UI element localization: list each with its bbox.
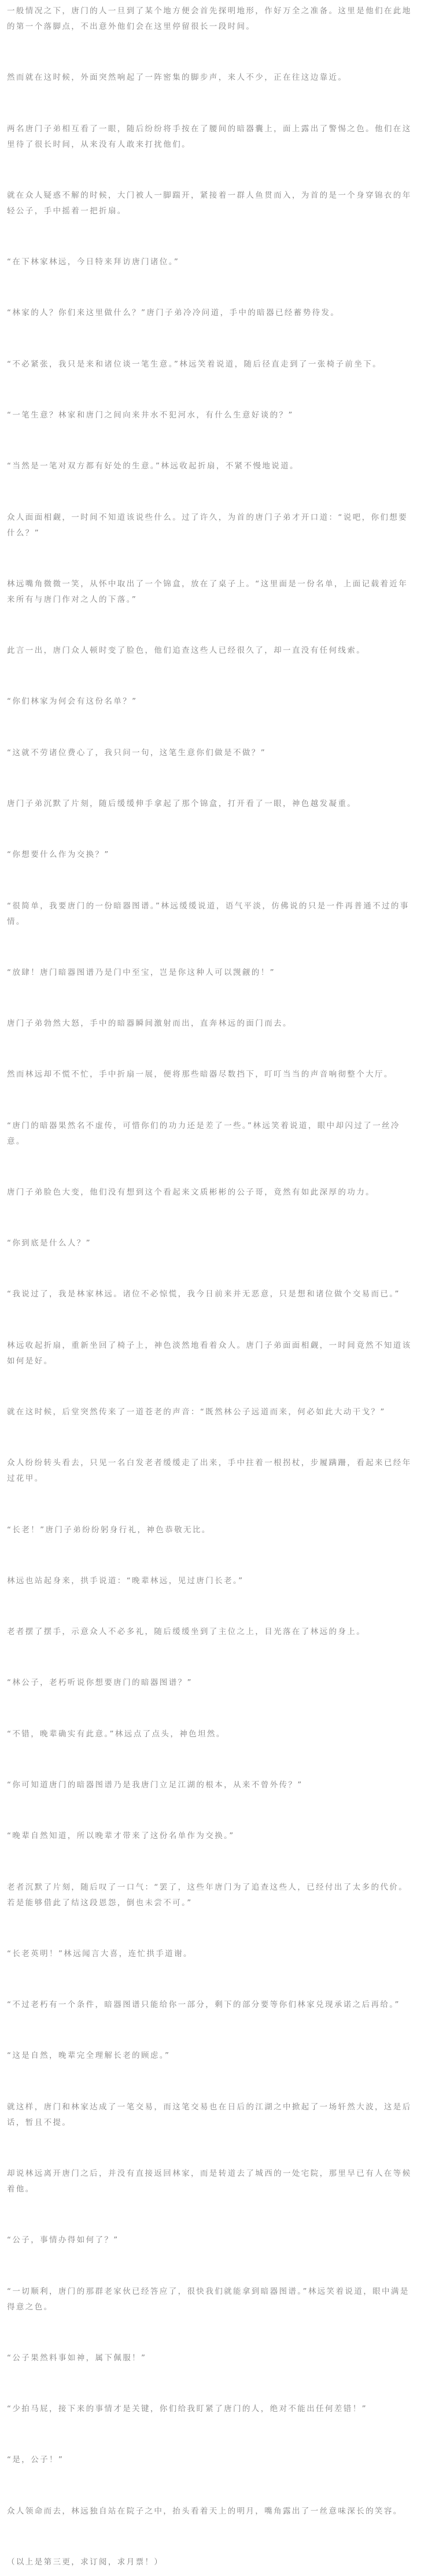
paragraph: 就这样，唐门和林家达成了一笔交易，而这笔交易也在日后的江湖之中掀起了一场轩然大波，这是后话，暂且不提。 — [7, 2102, 412, 2127]
paragraph: 林远收起折扇，重新坐回了椅子上，神色淡然地看着众人。唐门子弟面面相觑，一时间竟然不知道该如何是好。 — [7, 1340, 412, 1366]
paragraph: “长老！”唐门子弟纷纷躬身行礼，神色恭敬无比。 — [7, 1525, 211, 1535]
chapter-footnote: （以上是第三更，求订阅，求月票！） — [7, 2557, 164, 2567]
paragraph: “不必紧张，我只是来和诸位谈一笔生意。”林远笑着说道，随后径直走到了一张椅子前坐下。 — [7, 359, 382, 369]
paragraph: 然而就在这时候，外面突然响起了一阵密集的脚步声，来人不少，正在往这边靠近。 — [7, 73, 348, 83]
paragraph: “这是自然，晚辈完全理解长老的顾虑。” — [7, 2051, 171, 2061]
paragraph: “在下林家林远，今日特来拜访唐门诸位。” — [7, 257, 180, 267]
paragraph: 此言一出，唐门众人顿时变了脸色，他们追查这些人已经很久了，却一直没有任何线索。 — [7, 646, 366, 656]
paragraph: “公子，事情办得如何了？” — [7, 2235, 119, 2245]
paragraph: “林公子，老朽听说你想要唐门的暗器图谱？” — [7, 1678, 193, 1688]
paragraph: “长老英明！”林远闻言大喜，连忙拱手道谢。 — [7, 1949, 193, 1958]
paragraph: “一切顺利，唐门的那群老家伙已经答应了，很快我们就能拿到暗器图谱。”林远笑着说道，眼中满是得意之色。 — [7, 2286, 409, 2312]
paragraph: 就在众人疑惑不解的时候，大门被人一脚踹开，紧接着一群人鱼贯而入，为首的是一个身穿锦衣的年轻公子，手中摇着一把折扇。 — [7, 190, 412, 216]
paragraph: “放肆！唐门暗器图谱乃是门中至宝，岂是你这种人可以觊觎的！” — [7, 967, 275, 977]
paragraph: “不过老朽有一个条件，暗器图谱只能给你一部分，剩下的部分要等你们林家兑现承诺之后再给。” — [7, 2000, 400, 2010]
paragraph: “是，公子！” — [7, 2455, 64, 2465]
paragraph: 众人领命而去，林远独自站在院子之中，抬头看着天上的明月，嘴角露出了一丝意味深长的笑容。 — [7, 2506, 403, 2516]
paragraph: 就在这时候，后堂突然传来了一道苍老的声音：“既然林公子远道而来，何必如此大动干戈？” — [7, 1407, 386, 1417]
paragraph: “很简单，我要唐门的一份暗器图谱。”林远缓缓说道，语气平淡，仿佛说的只是一件再普通不过的事情。 — [7, 901, 409, 926]
paragraph: “你到底是什么人？” — [7, 1239, 91, 1248]
paragraph: “不错，晚辈确实有此意。”林远点了点头，神色坦然。 — [7, 1729, 226, 1739]
paragraph: 众人面面相觑，一时间不知道该说些什么。过了许久，为首的唐门子弟才开口道：“说吧，你们想要什么？” — [7, 512, 408, 538]
paragraph: “公子果然料事如神，属下佩服！” — [7, 2353, 147, 2363]
paragraph: 林远嘴角微微一笑，从怀中取出了一个锦盒，放在了桌子上。“这里面是一份名单，上面记载着近年来所有与唐门作对之人的下落。” — [7, 579, 408, 604]
paragraph: 唐门子弟勃然大怒，手中的暗器瞬间激射而出，直奔林远的面门而去。 — [7, 1019, 292, 1029]
paragraph: 一般情况之下，唐门的人一旦到了某个地方便会首先探明地形，作好万全之准备。这里是他们在此地的第一个落脚点，不出意外他们会在这里停留很长一段时间。 — [7, 6, 412, 31]
paragraph: 唐门子弟脸色大变，他们没有想到这个看起来文质彬彬的公子哥，竟然有如此深厚的功力。 — [7, 1187, 375, 1197]
paragraph: 众人纷纷转头看去，只见一名白发老者缓缓走了出来，手中拄着一根拐杖，步履蹒跚，看起来已经年过花甲。 — [7, 1458, 412, 1484]
paragraph: 却说林远离开唐门之后，并没有直接返回林家，而是转道去了城西的一处宅院，那里早已有人在等候着他。 — [7, 2168, 412, 2194]
paragraph: “当然是一笔对双方都有好处的生意。”林远收起折扇，不紧不慢地说道。 — [7, 461, 299, 471]
paragraph: “你想要什么作为交换？” — [7, 850, 110, 860]
paragraph: “你可知道唐门的暗器图谱乃是我唐门立足江湖的根本，从来不曾外传？” — [7, 1780, 303, 1790]
paragraph: 老者摆了摆手，示意众人不必多礼，随后缓缓坐到了主位之上，目光落在了林远的身上。 — [7, 1627, 366, 1637]
paragraph: “林家的人？你们来这里做什么？”唐门子弟冷冷问道，手中的暗器已经蓄势待发。 — [7, 308, 340, 318]
paragraph: “少拍马屁，接下来的事情才是关键，你们给我盯紧了唐门的人，绝对不能出任何差错！” — [7, 2404, 367, 2414]
paragraph: “我说过了，我是林家林远。诸位不必惊慌，我今日前来并无恶意，只是想和诸位做个交易而已。” — [7, 1289, 400, 1299]
paragraph: “晚辈自然知道，所以晚辈才带来了这份名单作为交换。” — [7, 1831, 235, 1841]
paragraph: 然而林远却不慌不忙，手中折扇一展，便将那些暗器尽数挡下，叮叮当当的声音响彻整个大厅。 — [7, 1070, 393, 1080]
paragraph: “这就不劳诸位费心了，我只问一句，这笔生意你们做是不做？” — [7, 748, 267, 757]
paragraph: 两名唐门子弟相互看了一眼，随后纷纷将手按在了腰间的暗器囊上，面上露出了警惕之色。他们在这里待了很长时间，从来没有人敢来打扰他们。 — [7, 124, 412, 149]
paragraph: “你们林家为何会有这份名单？” — [7, 697, 138, 707]
paragraph: “唐门的暗器果然名不虚传，可惜你们的功力还是差了一些。”林远笑着说道，眼中却闪过了一丝冷意。 — [7, 1121, 400, 1146]
paragraph: “一笔生意？林家和唐门之间向来井水不犯河水，有什么生意好谈的？” — [7, 410, 294, 420]
paragraph: 老者沉默了片刻，随后叹了一口气：“罢了，这些年唐门为了追查这些人，已经付出了太多的代价。若是能够借此了结这段恩怨，倒也未尝不可。” — [7, 1882, 408, 1908]
paragraph: 唐门子弟沉默了片刻，随后缓缓伸手拿起了那个锦盒，打开看了一眼，神色越发凝重。 — [7, 799, 357, 808]
paragraph: 林远也站起身来，拱手说道：“晚辈林远，见过唐门长老。” — [7, 1576, 244, 1585]
